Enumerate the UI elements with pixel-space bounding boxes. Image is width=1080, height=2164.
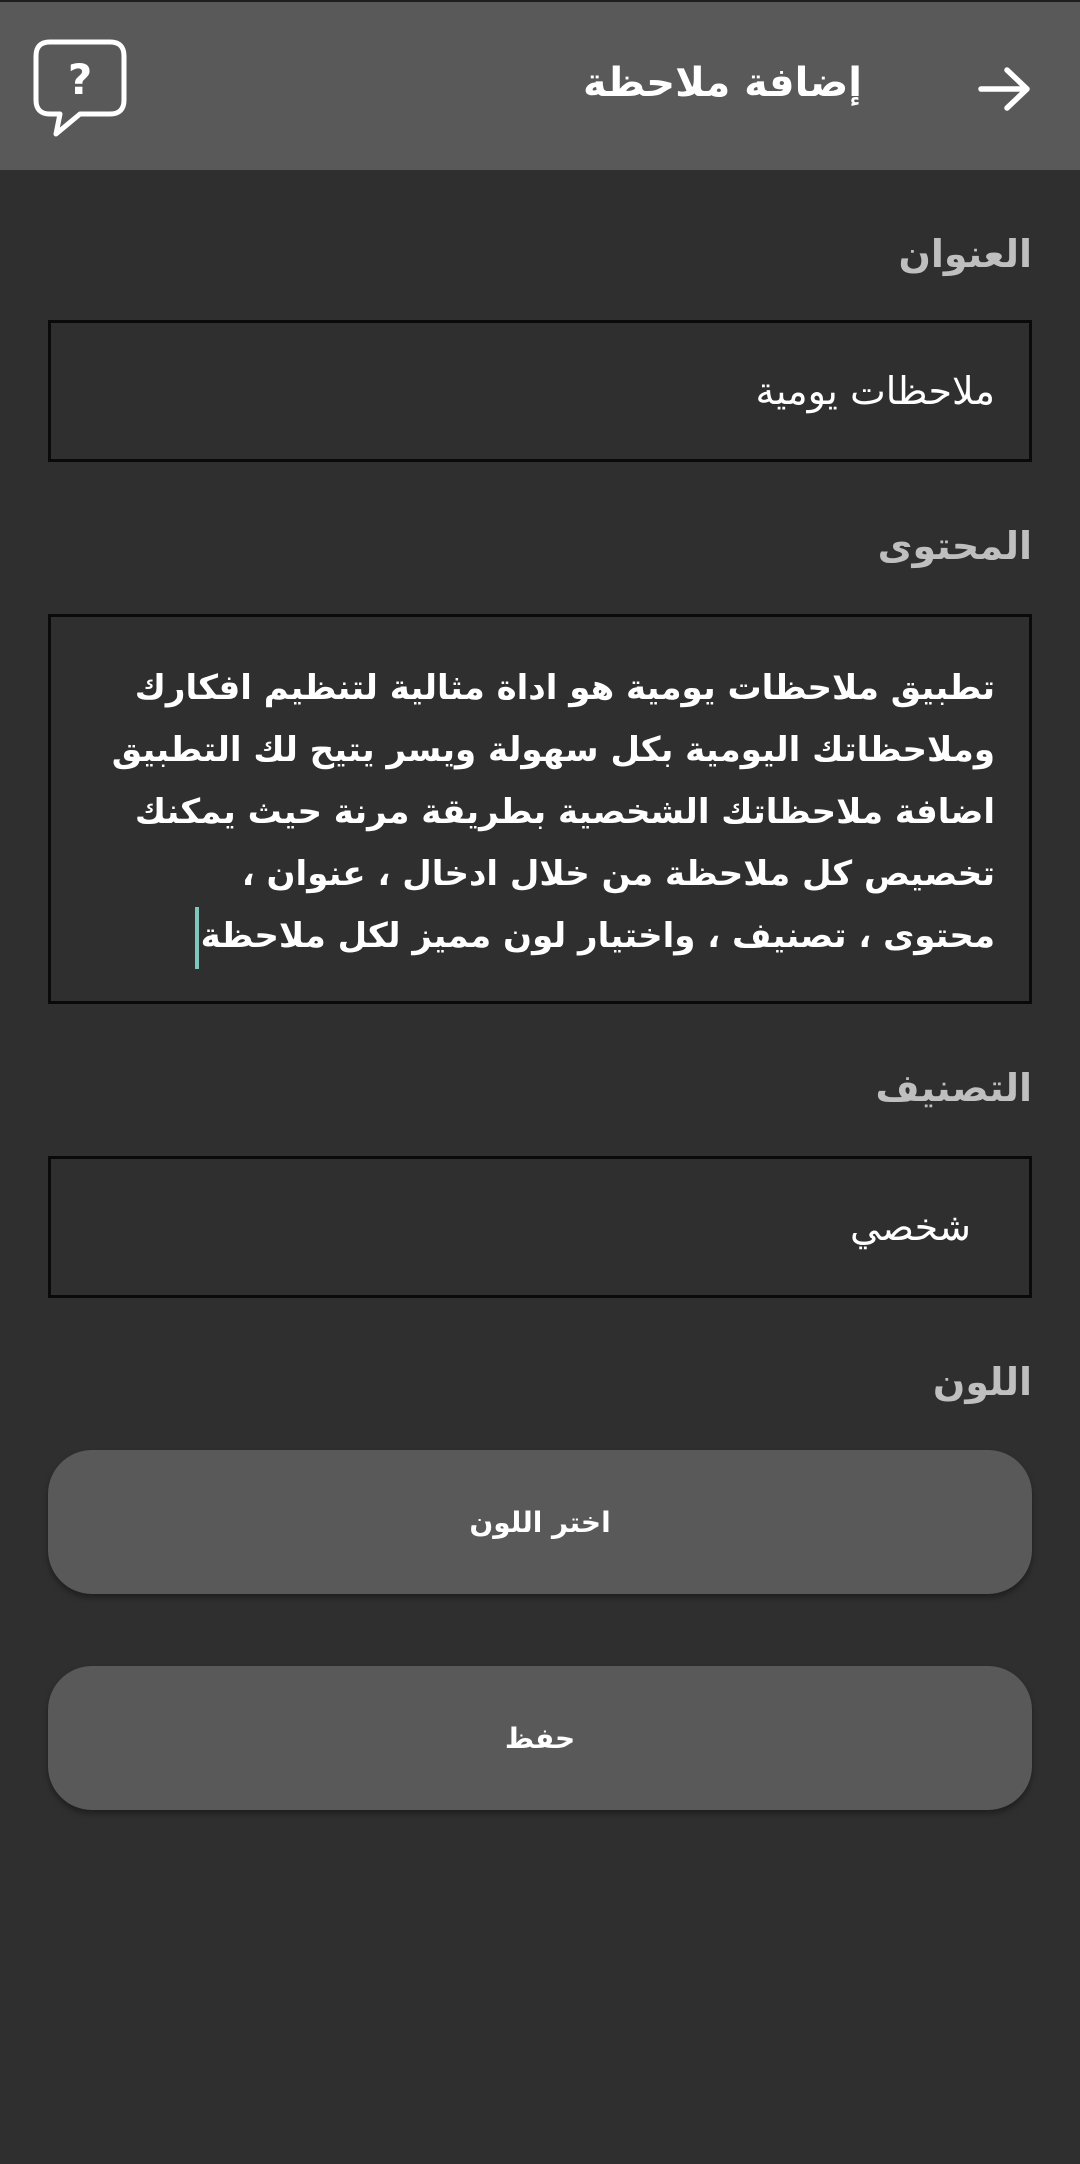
category-input-value: شخصي [850,1205,971,1249]
category-input[interactable] [48,1156,1032,1298]
content-line: تطبيق ملاحظات يومية هو اداة مثالية لتنظيم افكارك [134,668,995,708]
svg-text:?: ? [67,55,93,104]
save-button[interactable]: حفظ [48,1666,1032,1810]
app-bar [0,0,1080,170]
color-label: اللون [932,1360,1032,1404]
content-line: تخصيص كل ملاحظة من خلال ادخال ، عنوان ، [241,854,995,894]
content-line: اضافة ملاحظاتك الشخصية بطريقة مرنة حيث يمكنك [134,792,995,832]
title-label: العنوان [898,232,1032,276]
back-button[interactable] [970,54,1040,124]
category-label: التصنيف [875,1066,1032,1110]
arrow-right-icon [977,66,1033,112]
content-label: المحتوى [877,524,1032,568]
content-text [85,657,995,969]
content-line: وملاحظاتك اليومية بكل سهولة ويسر يتيح لك التطبيق [111,730,995,770]
content-line: محتوى ، تصنيف ، واختيار لون مميز لكل ملاحظة [200,916,995,956]
choose-color-button[interactable]: اختر اللون [48,1450,1032,1594]
title-input-value: ملاحظات يومية [755,369,995,413]
title-input[interactable] [48,320,1032,462]
help-bubble-icon [30,36,130,140]
page-title: إضافة ملاحظة [583,60,862,106]
content-line-last [85,905,995,969]
help-button[interactable] [30,36,130,140]
text-caret [195,907,199,969]
content-textarea[interactable] [48,614,1032,1004]
